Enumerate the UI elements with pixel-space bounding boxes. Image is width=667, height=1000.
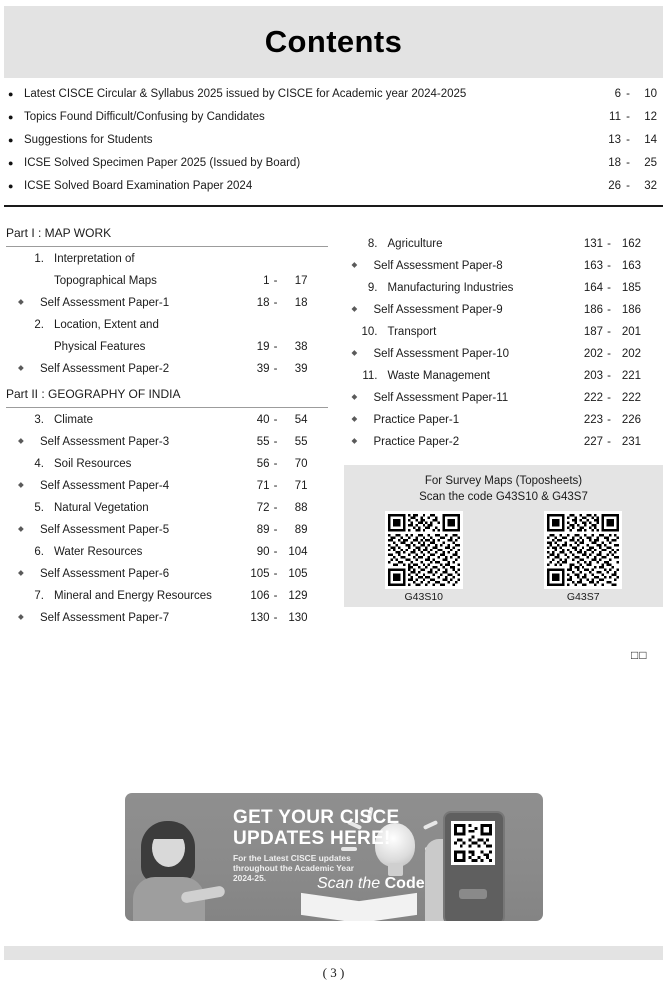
- diamond-bullet-icon: ◆: [351, 260, 358, 269]
- toc-pages: [244, 414, 334, 426]
- toc-pages: [244, 524, 334, 536]
- diamond-bullet-icon: ◆: [18, 524, 24, 533]
- toc-pages: [577, 414, 667, 426]
- banner-subtext-line-3: 2024-25.: [233, 873, 267, 883]
- toc-title: Self Assessment Paper-4: [40, 480, 170, 492]
- placeholder-box-glyphs: □□: [631, 648, 648, 662]
- page-from: 39: [256, 363, 270, 375]
- page-to: 12: [644, 111, 657, 123]
- toc-pages: [577, 238, 667, 250]
- toc-title: Transport: [387, 326, 437, 338]
- toc-chapter-row[interactable]: [4, 341, 334, 363]
- page-to: 130: [288, 612, 308, 624]
- page-from: 223: [583, 414, 603, 426]
- cisce-updates-banner[interactable]: [125, 793, 543, 921]
- toc-title: Self Assessment Paper-3: [40, 436, 170, 448]
- qr-code-icon[interactable]: [544, 511, 622, 589]
- page-to: 163: [621, 260, 641, 272]
- toc-chapter-row[interactable]: [4, 502, 334, 524]
- page-from: 55: [256, 436, 270, 448]
- toc-chapter-row[interactable]: [4, 275, 334, 297]
- page-from: 26: [608, 180, 621, 192]
- front-matter-label: ICSE Solved Board Examination Paper 2024: [24, 180, 253, 192]
- toc-title: Topographical Maps: [54, 275, 157, 287]
- toc-number: 5.: [34, 502, 44, 514]
- qr-code-svg: [547, 514, 619, 586]
- diamond-bullet-icon: ◆: [351, 348, 358, 357]
- qr-caption-line-2: Scan the code G43S10 & G43S7: [419, 491, 588, 503]
- toc-title: Waste Management: [387, 370, 490, 382]
- page-title: Contents: [264, 24, 403, 59]
- right-column-spacer: [338, 212, 667, 238]
- part-1-rows: [4, 253, 334, 385]
- front-matter-list: [0, 88, 667, 203]
- banner-book-right-page: [359, 893, 417, 921]
- part-2-heading: Part II : GEOGRAPHY OF INDIA: [6, 387, 181, 401]
- toc-pages: [244, 480, 334, 492]
- page-to: 71: [294, 480, 308, 492]
- page-from: 1: [263, 275, 270, 287]
- banner-headline-line-1: GET YOUR CISCE: [233, 807, 400, 828]
- page-dash: -: [273, 297, 278, 309]
- toc-sub-row[interactable]: [4, 568, 334, 590]
- diamond-bullet-icon: ◆: [18, 363, 24, 372]
- page-dash: -: [607, 392, 611, 404]
- toc-title: Self Assessment Paper-1: [40, 297, 170, 309]
- page-to: 221: [621, 370, 641, 382]
- page-dash: -: [273, 612, 278, 624]
- toc-pages: [577, 326, 667, 338]
- page-dash: -: [626, 180, 630, 192]
- page-to: 17: [294, 275, 308, 287]
- page-dash: -: [607, 436, 611, 448]
- page-dash: -: [273, 546, 278, 558]
- page-from: 105: [250, 568, 270, 580]
- toc-number: 6.: [34, 546, 44, 558]
- toc-title: Location, Extent and: [54, 319, 159, 331]
- toc-title: Self Assessment Paper-8: [373, 260, 503, 272]
- front-matter-pages: [599, 180, 667, 192]
- page-to: 25: [644, 157, 657, 169]
- page-dash: -: [273, 341, 278, 353]
- toc-pages: [244, 341, 334, 353]
- toc-title: Self Assessment Paper-5: [40, 524, 170, 536]
- part-2-rule: [6, 407, 328, 408]
- footer-band: [4, 946, 663, 960]
- banner-scan-the-code: [317, 875, 425, 893]
- page-to: 88: [294, 502, 308, 514]
- page-from: 13: [608, 134, 621, 146]
- page-dash: -: [607, 348, 611, 360]
- qr-label: G43S10: [404, 591, 444, 603]
- toc-chapter-row[interactable]: [338, 238, 667, 260]
- toc-title: Interpretation of: [54, 253, 135, 265]
- page-to: 18: [294, 297, 308, 309]
- banner-phone: [443, 811, 505, 921]
- banner-phone-qr-icon: [451, 821, 495, 865]
- page-to: 39: [294, 363, 308, 375]
- page-from: 71: [256, 480, 270, 492]
- right-column-rows: [338, 238, 667, 458]
- qr-item-g43s10[interactable]: [385, 511, 463, 603]
- toc-pages: [577, 392, 667, 404]
- toc-number: 7.: [34, 590, 44, 602]
- diamond-bullet-icon: ◆: [18, 297, 24, 306]
- page-dash: -: [273, 590, 278, 602]
- toc-pages: [244, 612, 334, 624]
- page-dash: -: [273, 275, 278, 287]
- page-to: 38: [294, 341, 308, 353]
- page-from: 163: [583, 260, 603, 272]
- toc-left-column: [0, 212, 334, 634]
- diamond-bullet-icon: ◆: [351, 436, 358, 445]
- page-from: 90: [256, 546, 270, 558]
- qr-code-icon[interactable]: [385, 511, 463, 589]
- front-matter-pages: [599, 134, 667, 146]
- qr-caption-line-1: For Survey Maps (Toposheets): [424, 475, 583, 487]
- page-from: 130: [250, 612, 270, 624]
- page-to: 105: [288, 568, 308, 580]
- page-from: 40: [256, 414, 270, 426]
- front-matter-divider: [4, 205, 663, 207]
- diamond-bullet-icon: ◆: [18, 568, 24, 577]
- toc-title: Self Assessment Paper-11: [373, 392, 509, 404]
- diamond-bullet-icon: ◆: [351, 392, 358, 401]
- page-to: 129: [288, 590, 308, 602]
- toc-title: Practice Paper-2: [373, 436, 460, 448]
- page-to: 231: [621, 436, 641, 448]
- toc-title: Physical Features: [54, 341, 146, 353]
- toc-title: Climate: [54, 414, 93, 426]
- qr-label: G43S7: [566, 591, 600, 603]
- page-to: 14: [644, 134, 657, 146]
- toc-pages: [577, 282, 667, 294]
- front-matter-pages: [599, 111, 667, 123]
- toc-sub-row[interactable]: [338, 392, 667, 414]
- page-from: 56: [256, 458, 270, 470]
- toc-pages: [244, 436, 334, 448]
- page-from: 187: [583, 326, 603, 338]
- page-dash: -: [626, 88, 630, 100]
- toc-title: Self Assessment Paper-10: [373, 348, 510, 360]
- toc-number: 8.: [367, 238, 378, 250]
- toc-sub-row[interactable]: [338, 304, 667, 326]
- page-dash: -: [607, 304, 611, 316]
- toc-number: 3.: [34, 414, 44, 426]
- page-from: 6: [614, 88, 621, 100]
- page-folio: ( 3 ): [322, 965, 345, 980]
- bullet-icon: ●: [8, 135, 14, 145]
- toc-pages: [244, 297, 334, 309]
- page-dash: -: [626, 134, 630, 146]
- bullet-icon: ●: [8, 158, 14, 168]
- qr-item-g43s7[interactable]: [544, 511, 622, 603]
- toc-pages: [244, 275, 334, 287]
- toc-pages: [244, 546, 334, 558]
- page-from: 131: [583, 238, 603, 250]
- toc-chapter-row[interactable]: [4, 319, 334, 341]
- page-from: 18: [256, 297, 270, 309]
- page-from: 89: [256, 524, 270, 536]
- page-to: 32: [644, 180, 657, 192]
- toc-title: Soil Resources: [54, 458, 132, 470]
- page-from: 227: [583, 436, 603, 448]
- part-1-heading: Part I : MAP WORK: [6, 226, 112, 240]
- toc-title: Water Resources: [54, 546, 143, 558]
- page-dash: -: [607, 238, 611, 250]
- page-to: 54: [294, 414, 308, 426]
- toc-sub-row[interactable]: [4, 524, 334, 546]
- part-1-rule: [6, 246, 328, 247]
- diamond-bullet-icon: ◆: [18, 436, 24, 445]
- banner-girl-fringe: [149, 823, 189, 839]
- toc-title: Self Assessment Paper-2: [40, 363, 170, 375]
- page-to: 222: [621, 392, 641, 404]
- page-from: 19: [256, 341, 270, 353]
- front-matter-label: Latest CISCE Circular & Syllabus 2025 issued by CISCE for Academic year 2024-2025: [24, 88, 467, 100]
- toc-number: 9.: [367, 282, 378, 294]
- toc-title: Practice Paper-1: [373, 414, 460, 426]
- page-from: 11: [609, 111, 621, 123]
- page-to: 55: [294, 436, 308, 448]
- toc-number: 2.: [34, 319, 44, 331]
- front-matter-pages: [599, 157, 667, 169]
- toc-pages: [577, 260, 667, 272]
- toc-pages: [244, 458, 334, 470]
- page-from: 164: [583, 282, 603, 294]
- toc-chapter-row[interactable]: [338, 326, 667, 348]
- page-from: 72: [256, 502, 270, 514]
- diamond-bullet-icon: ◆: [351, 414, 358, 423]
- page-to: 104: [288, 546, 308, 558]
- page-from: 203: [583, 370, 603, 382]
- front-matter-item[interactable]: [0, 111, 667, 134]
- front-matter-item[interactable]: [0, 180, 667, 203]
- qr-code-svg: [388, 514, 460, 586]
- page-to: 226: [621, 414, 641, 426]
- qr-panel-caption: [344, 465, 663, 505]
- page-to: 185: [621, 282, 641, 294]
- page-dash: -: [607, 326, 611, 338]
- front-matter-label: ICSE Solved Specimen Paper 2025 (Issued by Board): [24, 157, 301, 169]
- toc-pages: [577, 436, 667, 448]
- page-to: 70: [294, 458, 308, 470]
- page-to: 201: [621, 326, 641, 338]
- banner-headline: [233, 807, 399, 849]
- bullet-icon: ●: [8, 181, 14, 191]
- toc-chapter-row[interactable]: [338, 282, 667, 304]
- qr-code-group: [344, 511, 663, 603]
- bullet-icon: ●: [8, 89, 14, 99]
- toc-pages: [244, 568, 334, 580]
- toc-sub-row[interactable]: [4, 480, 334, 502]
- toc-number: 1.: [34, 253, 44, 265]
- page-from: 222: [583, 392, 603, 404]
- page-to: 162: [621, 238, 641, 250]
- diamond-bullet-icon: ◆: [18, 612, 24, 621]
- page-dash: -: [273, 480, 278, 492]
- front-matter-label: Topics Found Difficult/Confusing by Candidates: [24, 111, 265, 123]
- toc-title: Self Assessment Paper-9: [373, 304, 503, 316]
- page-dash: -: [607, 414, 611, 426]
- diamond-bullet-icon: ◆: [18, 480, 24, 489]
- banner-headline-line-2: UPDATES HERE!: [233, 828, 391, 849]
- toc-pages: [244, 590, 334, 602]
- banner-scan-light: Scan the: [317, 875, 385, 892]
- page-dash: -: [607, 260, 611, 272]
- toc-number: 10.: [361, 326, 378, 338]
- page-to: 10: [644, 88, 657, 100]
- front-matter-item[interactable]: [0, 157, 667, 180]
- toc-sub-row[interactable]: [338, 348, 667, 370]
- page-from: 202: [583, 348, 603, 360]
- banner-subtext-line-2: throughout the Academic Year: [233, 863, 354, 873]
- toc-pages: [244, 502, 334, 514]
- toc-sub-row[interactable]: [4, 297, 334, 319]
- page-dash: -: [273, 414, 278, 426]
- page-from: 106: [250, 590, 270, 602]
- toc-chapter-row[interactable]: [4, 458, 334, 480]
- part-2-rows: [4, 414, 334, 634]
- toc-sub-row[interactable]: [4, 612, 334, 634]
- front-matter-pages: [599, 88, 667, 100]
- toc-title: Natural Vegetation: [54, 502, 149, 514]
- toc-sub-row[interactable]: [4, 363, 334, 385]
- banner-bulb-ray: [423, 820, 438, 830]
- toc-title: Self Assessment Paper-6: [40, 568, 170, 580]
- toc-pages: [577, 348, 667, 360]
- page-dash: -: [273, 436, 278, 448]
- page-dash: -: [607, 282, 611, 294]
- page-dash: -: [273, 363, 278, 375]
- toc-title: Agriculture: [387, 238, 443, 250]
- page-to: 202: [621, 348, 641, 360]
- page-to: 89: [294, 524, 308, 536]
- survey-maps-qr-panel: [344, 465, 663, 607]
- page-to: 186: [621, 304, 641, 316]
- toc-pages: [577, 370, 667, 382]
- banner-subtext-line-1: For the Latest CISCE updates: [233, 853, 351, 863]
- page-dash: -: [626, 111, 630, 123]
- toc-chapter-row[interactable]: [4, 253, 334, 275]
- page-dash: -: [273, 502, 278, 514]
- page-dash: -: [607, 370, 611, 382]
- page-from: 186: [583, 304, 603, 316]
- page-dash: -: [273, 458, 278, 470]
- contents-header-band: [4, 6, 663, 78]
- toc-sub-row[interactable]: [4, 436, 334, 458]
- page-from: 18: [608, 157, 621, 169]
- page-dash: -: [273, 524, 278, 536]
- toc-title: Manufacturing Industries: [387, 282, 514, 294]
- toc-pages: [577, 304, 667, 316]
- toc-number: 4.: [34, 458, 44, 470]
- banner-qr-svg: [451, 821, 495, 865]
- diamond-bullet-icon: ◆: [351, 304, 358, 313]
- front-matter-item[interactable]: [0, 134, 667, 157]
- banner-phone-scan-button: [459, 889, 487, 899]
- page-dash: -: [273, 568, 278, 580]
- front-matter-item[interactable]: [0, 88, 667, 111]
- toc-chapter-row[interactable]: [4, 546, 334, 568]
- toc-title: Self Assessment Paper-7: [40, 612, 170, 624]
- toc-pages: [244, 363, 334, 375]
- toc-chapter-row[interactable]: [4, 590, 334, 612]
- toc-chapter-row[interactable]: [4, 414, 334, 436]
- bullet-icon: ●: [8, 112, 14, 122]
- page-dash: -: [626, 157, 630, 169]
- toc-title: Mineral and Energy Resources: [54, 590, 212, 602]
- toc-sub-row[interactable]: [338, 414, 667, 436]
- toc-number: 11.: [362, 370, 378, 382]
- banner-scan-bold: Code: [384, 875, 425, 892]
- front-matter-label: Suggestions for Students: [24, 134, 153, 146]
- toc-sub-row[interactable]: [338, 260, 667, 282]
- toc-sub-row[interactable]: [338, 436, 667, 458]
- toc-chapter-row[interactable]: [338, 370, 667, 392]
- banner-book-left-page: [301, 893, 359, 921]
